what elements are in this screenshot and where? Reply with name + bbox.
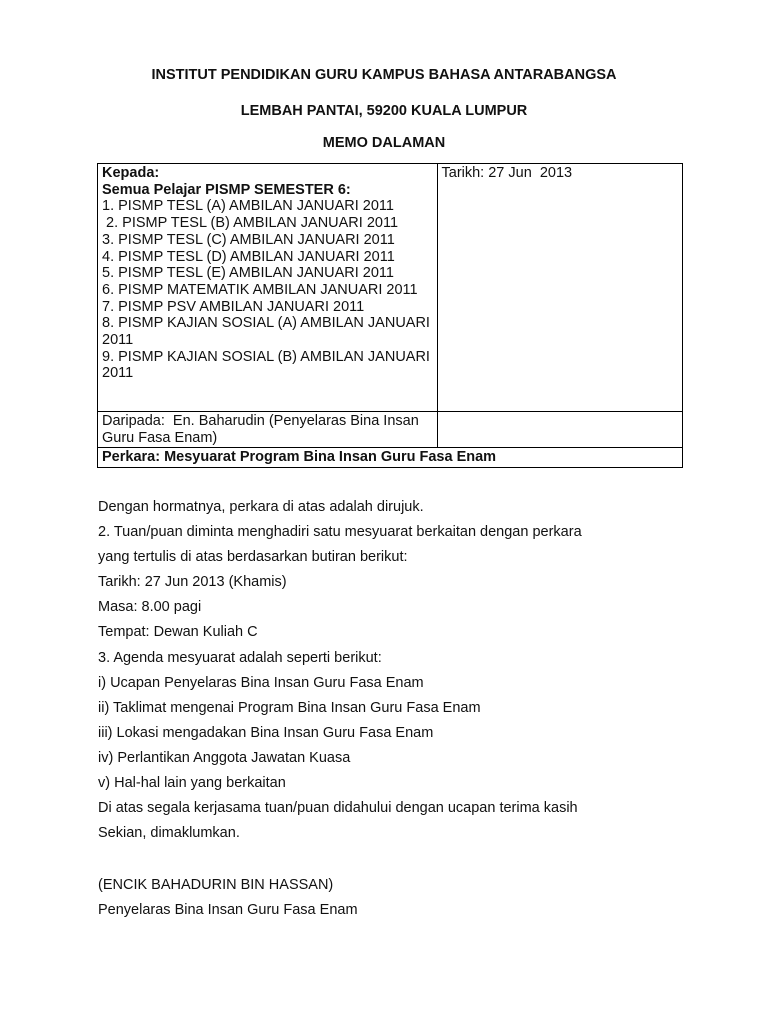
body-line: Di atas segala kerjasama tuan/puan didahului dengan ucapan terima kasih xyxy=(98,800,578,817)
recipient-item: 4. PISMP TESL (D) AMBILAN JANUARI 2011 xyxy=(102,248,395,265)
memo-from: Daripada: En. Baharudin (Penyelaras Bina Insan Guru Fasa Enam) xyxy=(102,413,423,446)
sender-cell xyxy=(98,412,438,448)
body-line: Sekian, dimaklumkan. xyxy=(98,825,240,842)
recipient-item: 6. PISMP MATEMATIK AMBILAN JANUARI 2011 xyxy=(102,281,418,298)
agenda-item: v) Hal-hal lain yang berkaitan xyxy=(98,775,286,792)
agenda-item: i) Ucapan Penyelaras Bina Insan Guru Fasa Enam xyxy=(98,674,424,691)
recipient-item: 1. PISMP TESL (A) AMBILAN JANUARI 2011 xyxy=(102,198,394,215)
memo-date: Tarikh: 27 Jun 2013 xyxy=(441,165,573,181)
recipient-item: 3. PISMP TESL (C) AMBILAN JANUARI 2011 xyxy=(102,231,395,248)
recipient-row xyxy=(98,164,683,412)
body-line: 2. Tuan/puan diminta menghadiri satu mesyuarat berkaitan dengan perkara xyxy=(98,524,582,541)
to-label: Kepada: xyxy=(102,165,160,181)
recipient-item: 8. PISMP KAJIAN SOSIAL (A) AMBILAN JANUARI 2011 xyxy=(102,315,430,349)
memo-type-title: MEMO DALAMAN xyxy=(322,135,446,151)
to-group: Semua Pelajar PISMP SEMESTER 6: xyxy=(102,181,351,198)
recipient-cell xyxy=(98,164,438,412)
body-line: yang tertulis di atas berdasarkan butiran berikut: xyxy=(98,549,408,566)
empty-cell xyxy=(437,412,683,448)
recipient-item: 2. PISMP TESL (B) AMBILAN JANUARI 2011 xyxy=(102,215,399,232)
agenda-item: ii) Taklimat mengenai Program Bina Insan Guru Fasa Enam xyxy=(98,699,481,716)
signatory-name: (ENCIK BAHADURIN BIN HASSAN) xyxy=(98,877,334,893)
recipient-item: 7. PISMP PSV AMBILAN JANUARI 2011 xyxy=(102,298,365,315)
body-line: Tarikh: 27 Jun 2013 (Khamis) xyxy=(98,574,287,591)
recipient-item: 5. PISMP TESL (E) AMBILAN JANUARI 2011 xyxy=(102,265,394,282)
body-line: Dengan hormatnya, perkara di atas adalah dirujuk. xyxy=(98,499,424,515)
body-line: Masa: 8.00 pagi xyxy=(98,599,202,616)
body-line: 3. Agenda mesyuarat adalah seperti berikut: xyxy=(98,649,382,666)
signatory-title: Penyelaras Bina Insan Guru Fasa Enam xyxy=(98,902,358,918)
agenda-item: iii) Lokasi mengadakan Bina Insan Guru Fasa Enam xyxy=(98,724,434,741)
institution-title: INSTITUT PENDIDIKAN GURU KAMPUS BAHASA ANTARABANGSA xyxy=(151,67,617,83)
institution-address: LEMBAH PANTAI, 59200 KUALA LUMPUR xyxy=(240,103,528,119)
subject-row xyxy=(98,448,683,468)
memo-body xyxy=(98,498,698,849)
recipient-item: 9. PISMP KAJIAN SOSIAL (B) AMBILAN JANUARI 2011 xyxy=(102,348,430,382)
memo-header-table xyxy=(97,163,683,468)
agenda-item: iv) Perlantikan Anggota Jawatan Kuasa xyxy=(98,749,351,766)
subject-cell xyxy=(98,448,683,468)
body-line: Tempat: Dewan Kuliah C xyxy=(98,624,258,641)
date-cell xyxy=(437,164,683,412)
memo-subject: Perkara: Mesyuarat Program Bina Insan Guru Fasa Enam xyxy=(102,449,497,466)
sender-row xyxy=(98,412,683,448)
